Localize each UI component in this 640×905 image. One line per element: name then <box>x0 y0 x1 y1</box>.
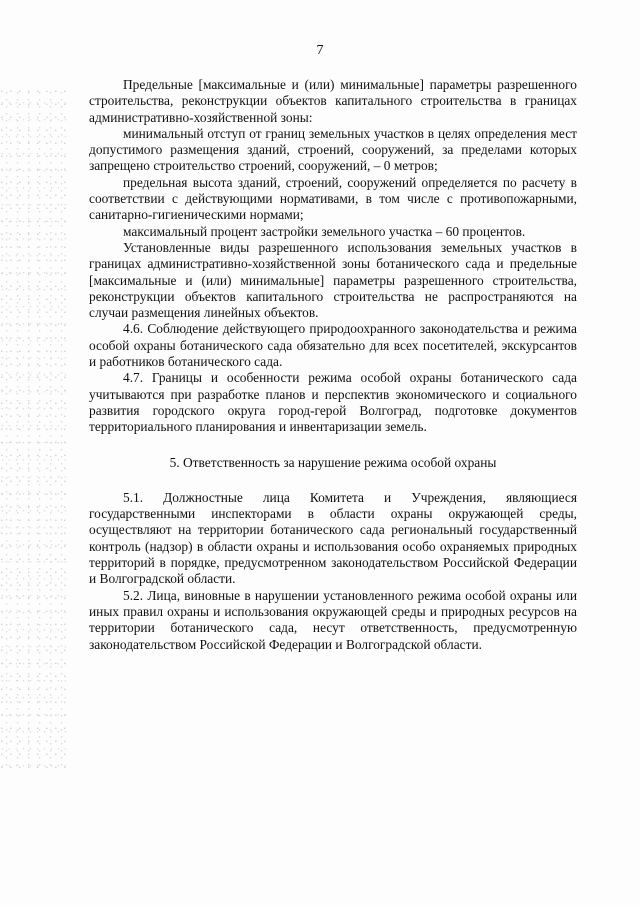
paragraph-4-6: 4.6. Соблюдение действующего природоохранного законодательства и режима особой охраны ботанического сада обязательно для всех посетителей, экскурсантов и работников ботанического сада. <box>89 321 577 370</box>
paragraph-linear-objects: Установленные виды разрешенного использования земельных участков в границах административно-хозяйственной зоны ботанического сада и предельные [максимальные и (или) минимальные] параметры разрешенного строительства, реконструкции объектов капитального строительства не распространяются на случаи размещения линейных объектов. <box>89 239 577 321</box>
paragraph-limit-parameters: Предельные [максимальные и (или) минимальные] параметры разрешенного строительства, реконструкции объектов капитального строительства в границах административно-хозяйственной зоны: <box>89 77 577 125</box>
paragraph-5-1: 5.1. Должностные лица Комитета и Учреждения, являющиеся государственными инспекторами в области охраны окружающей среды, осуществляют на территории ботанического сада региональный государственный контроль (надзор) в области охраны и использования особо охраняемых природных территорий в порядке, предусмотренном законодательством Российской Федерации и Волгоградской области. <box>89 489 577 587</box>
paragraph-maximum-coverage: максимальный процент застройки земельного участка – 60 процентов. <box>123 223 526 239</box>
paragraph-4-7: 4.7. Границы и особенности режима особой охраны ботанического сада учитываются при разработке планов и перспектив экономического и социального развития городского округа город-герой Волгоград, подготовке документов территориального планирования и инвентаризации земель. <box>89 370 577 435</box>
paragraph-5-2: 5.2. Лица, виновные в нарушении установленного режима особой охраны или иных правил охраны и использования окружающей среды и природных ресурсов на территории ботанического сада, несут ответственность, предусмотренную законодательством Российской Федерации и Волгоградской области. <box>89 587 577 652</box>
section-5-heading: 5. Ответственность за нарушение режима особой охраны <box>169 454 497 470</box>
page-number: 7 <box>316 43 324 58</box>
paragraph-minimum-setback: минимальный отступ от границ земельных участков в целях определения мест допустимого размещения зданий, строений, сооружений, за пределами которых запрещено строительство строений, сооружений, – 0 метров; <box>89 125 577 174</box>
scan-noise-margin <box>0 90 70 770</box>
document-body <box>89 77 577 653</box>
paragraph-maximum-height: предельная высота зданий, строений, сооружений определяется по расчету в соответствии с действующими нормативами, в том числе с противопожарными, санитарно-гигиеническими нормами; <box>89 174 577 223</box>
